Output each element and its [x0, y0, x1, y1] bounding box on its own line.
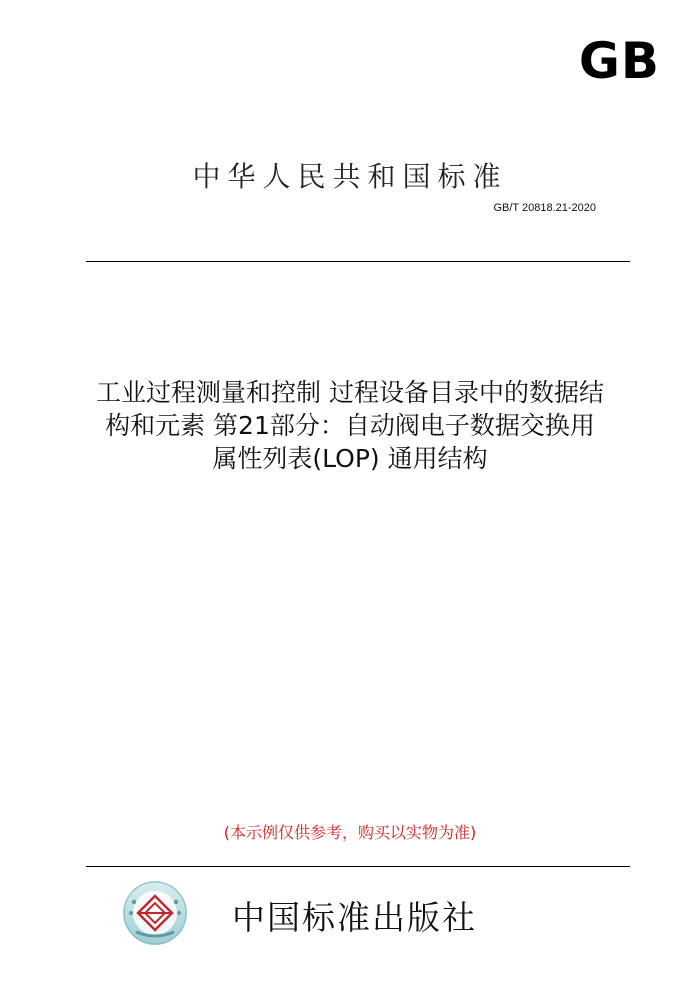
- document-title: [30, 376, 670, 475]
- document-title-line-1: 工业过程测量和控制 过程设备目录中的数据结: [96, 378, 604, 407]
- publisher-logo-icon: [122, 880, 188, 946]
- document-title-line-3: 属性列表(LOP) 通用结构: [212, 444, 488, 473]
- standard-title: 中华人民共和国标准: [192, 160, 508, 193]
- document-title-line-2: 构和元素 第21部分：自动阀电子数据交换用: [105, 411, 595, 440]
- bottom-divider: [86, 866, 630, 867]
- standard-code: GB/T 20818.21-2020: [493, 202, 596, 214]
- gb-logo: GB: [578, 32, 660, 90]
- publisher-seal-icon: [122, 880, 188, 946]
- sample-note: (本示例仅供参考，购买以实物为准): [223, 823, 477, 842]
- publisher-name: 中国标准出版社: [232, 898, 477, 937]
- top-divider: [86, 261, 630, 262]
